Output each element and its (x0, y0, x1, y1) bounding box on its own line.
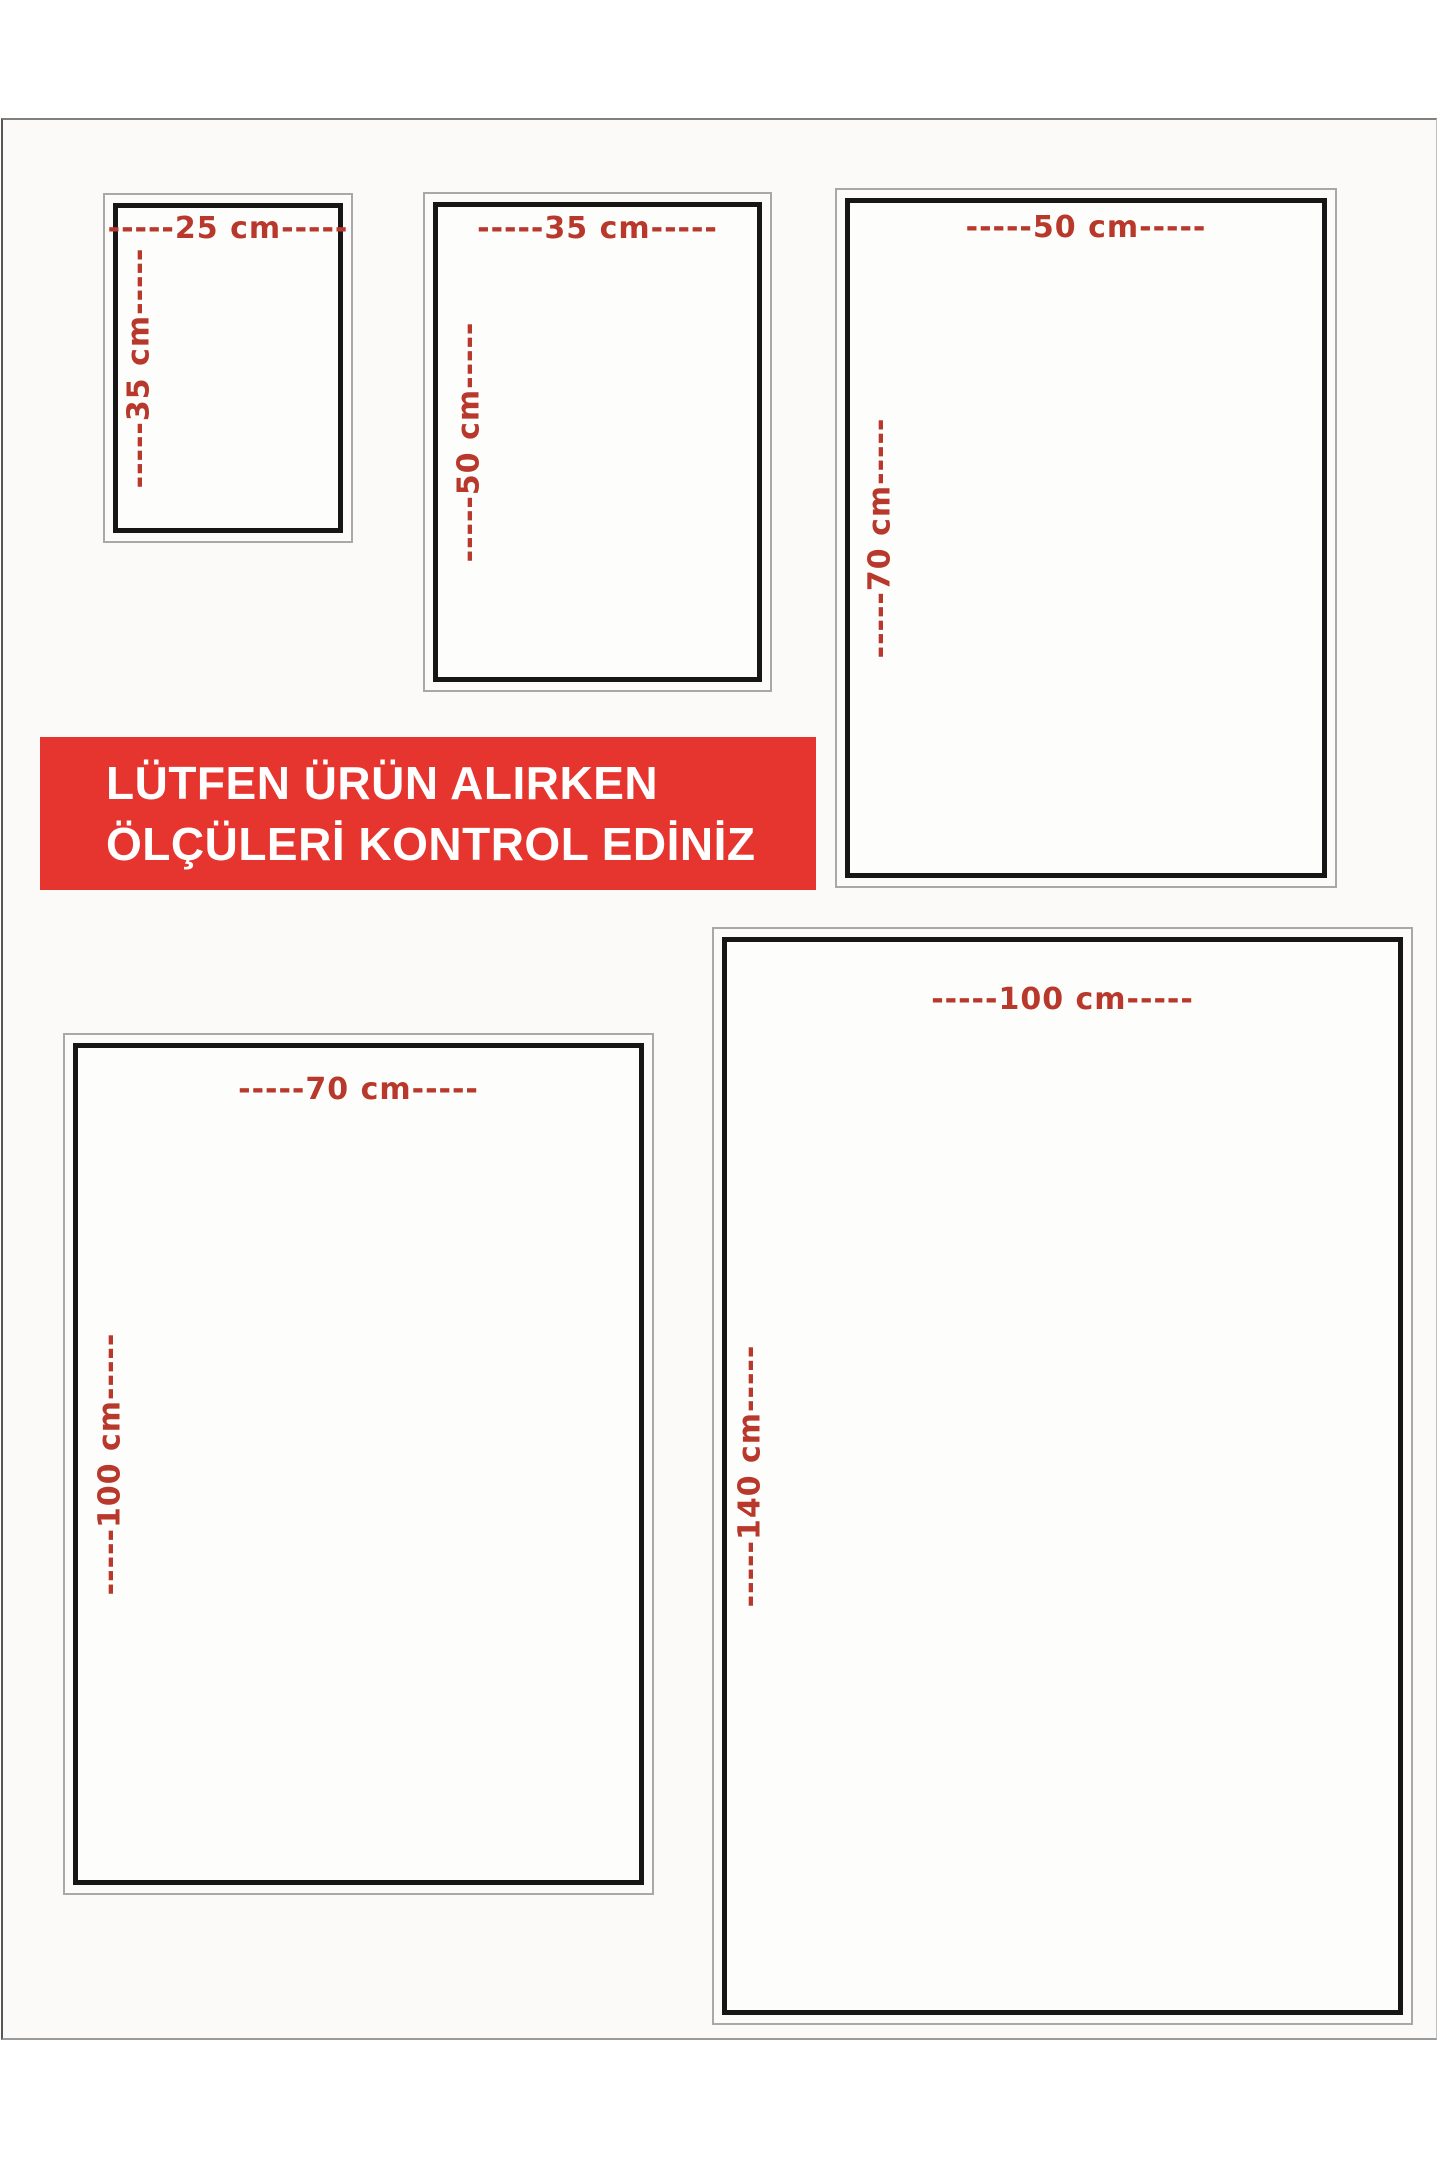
size-frame-100x140 (722, 937, 1403, 2015)
size-35x50-width-label: -----35 cm----- (477, 211, 718, 246)
size-100x140-height-label: -----140 cm----- (732, 1344, 768, 1608)
banner-line-1: LÜTFEN ÜRÜN ALIRKEN (106, 756, 659, 809)
size-25x35-height-label: -----35 cm----- (121, 247, 157, 489)
size-70x100-width-label: -----70 cm----- (238, 1072, 479, 1107)
size-100x140-width-label: -----100 cm----- (931, 982, 1194, 1017)
size-box-50x70 (835, 188, 1337, 888)
size-box-100x140 (712, 927, 1413, 2025)
size-25x35-width-label: -----25 cm----- (107, 211, 349, 246)
size-box-25x35 (103, 193, 353, 543)
size-frame-50x70 (845, 198, 1327, 878)
size-box-35x50 (423, 192, 772, 692)
size-frame-70x100 (73, 1043, 644, 1885)
size-warning-banner (40, 737, 816, 890)
size-35x50-height-label: -----50 cm----- (451, 321, 487, 563)
size-70x100-height-label: -----100 cm----- (92, 1332, 128, 1596)
size-50x70-width-label: -----50 cm----- (965, 210, 1207, 245)
banner-line-2: ÖLÇÜLERİ KONTROL EDİNİZ (106, 817, 756, 870)
size-50x70-height-label: -----70 cm----- (862, 417, 898, 659)
size-box-70x100 (63, 1033, 654, 1895)
